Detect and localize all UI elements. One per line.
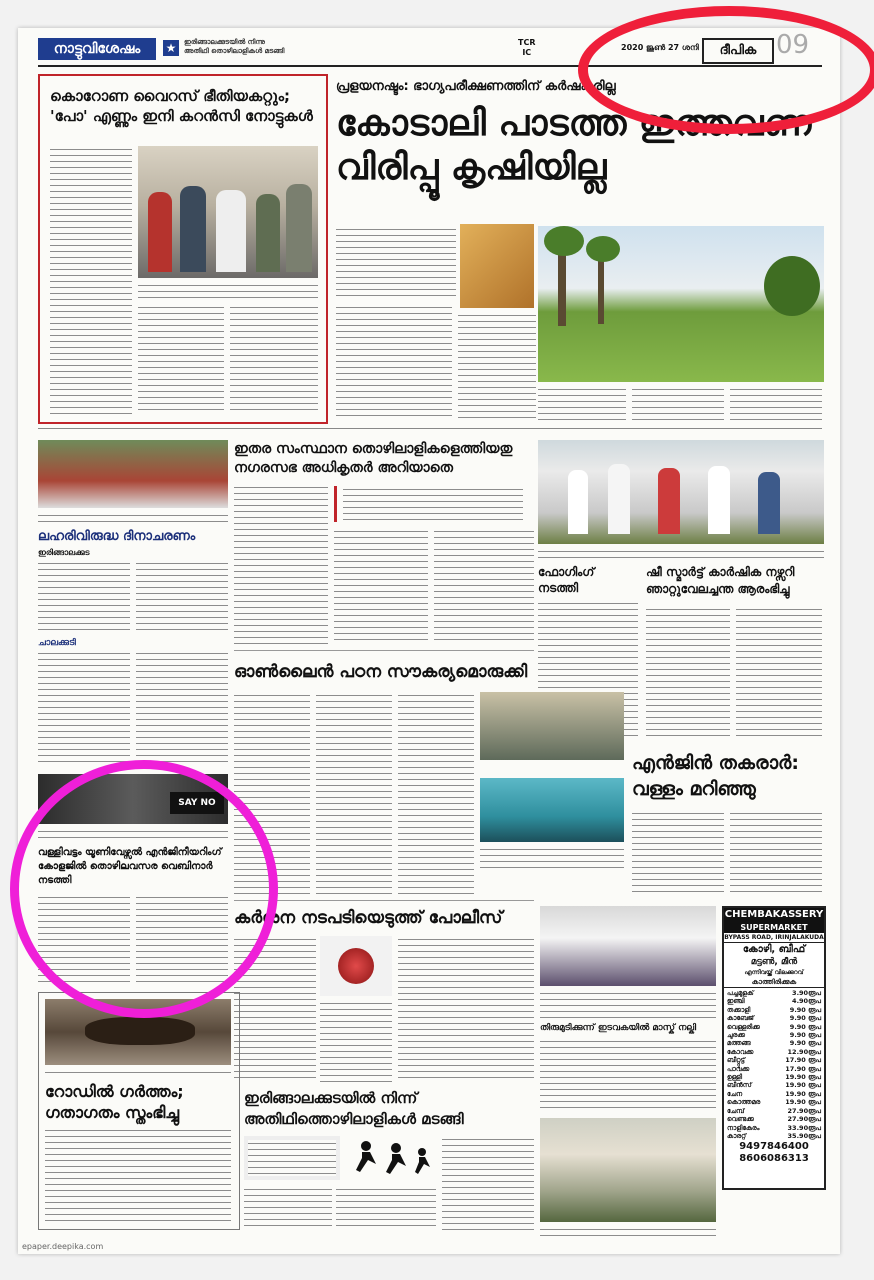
online-text-1 [234,692,310,896]
road-story [38,992,240,1230]
tagline-line1: ഇരിങ്ങാലക്കുടയിൽ നിന്നു [184,38,265,46]
webinar-text-1 [38,894,130,986]
price-row [727,989,821,997]
chalakudy-sub: ചാലക്കുടി [38,638,76,648]
price-item: കാരറ്റ് [727,1131,747,1140]
police-headline: കർശന നടപടിയെടുത്ത് പോലീസ് [234,908,503,928]
masthead-tagline [184,38,384,56]
engine-text-2 [730,810,822,896]
webinar-text-2 [136,894,228,986]
price-item: വെണ്ടക്ക [727,1115,754,1124]
irinjalakuda-sub: ഇരിങ്ങാലക്കുട [38,548,90,557]
section-rule-1 [38,428,822,429]
price-item: കോവക്ക [727,1047,754,1056]
price-row [727,1124,821,1132]
ad-line3: എന്നിവയ്ക്ക് വിലക്കുറവ് [744,969,804,976]
corona-photo [138,146,318,278]
lead-text-col3 [538,386,626,420]
price-item: വെള്ളരിക്ക [727,1022,760,1031]
corona-text-col2 [138,304,224,414]
price-value: 3.90രൂപ [792,989,821,997]
corona-text-col3 [230,304,318,414]
price-value: 19.90 രൂപ [785,1098,821,1107]
ad-name: CHEMBAKASSERY [724,909,824,920]
price-item: കാബേജ് [727,1014,754,1023]
price-value: 27.90രൂപ [787,1106,821,1115]
price-item: പാവക്ക [727,1064,750,1073]
departed-box [244,1136,340,1180]
migrant-headline-1: ഇതര സംസ്ഥാന തൊഴിലാളികളെത്തിയതു [234,441,513,457]
price-value: 9.90 രൂപ [789,1039,821,1048]
price-row [727,1073,821,1081]
price-value: 27.90രൂപ [787,1115,821,1124]
chalakudy-text-2 [136,650,228,762]
price-item: ചുരക്ക [727,1031,746,1040]
lead-headline [336,102,816,190]
price-row [727,1081,821,1089]
nursery-headline: ഷീ സ്മാർട്ട് കാർഷിക നഴ്സറി ഞാറ്റുവേലച്ചന്ത ആരംഭിച്ചു [646,565,795,596]
police-text-2 [320,1000,392,1082]
ad-type: SUPERMARKET [724,922,824,933]
price-value: 19.90 രൂപ [785,1081,821,1090]
ad-line1: കോഴി, ബീഫ് [742,944,806,955]
price-item: ഇഞ്ചി [727,997,745,1006]
price-value: 17.90 രൂപ [785,1056,821,1065]
corona-headline-2: 'പോ' എണ്ണും ഇനി കറൻസി നോട്ടുകൾ [50,107,313,125]
anti-drug-text-2 [136,560,228,632]
lead-text-col1 [336,304,452,420]
price-row [727,1098,821,1106]
price-value: 17.90 രൂപ [785,1064,821,1073]
price-item: ഉള്ളി [727,1073,743,1082]
price-item: നാളികേരം [727,1123,760,1132]
lead-headline-2: വിരിപ്പൂ കൃഷിയില്ല [336,147,607,188]
road-text [45,1127,231,1223]
edition-code-1: TCR [518,38,536,47]
say-no-banner: SAY NO [170,792,224,814]
online-photo-2 [480,778,624,842]
price-item: പച്ചമുളക് [727,989,754,997]
migrant-text-3 [434,528,534,644]
nursery-text-1 [646,606,730,740]
road-photo [45,999,231,1065]
online-text-3 [398,692,474,896]
fogging-headline: ഫോഗിംഗ് നടത്തി [538,565,595,595]
mask-headline: തിരുമുടിക്കുന്ന് ഇടവകയിൽ മാസ്ക് നല്കി [540,1023,697,1033]
lead-headline-1: കോടാലി പാടത്ത ഇത്തവണ [336,103,812,144]
price-item: ബീറ്റ്റൂട്ട് [727,1056,745,1065]
departed-text-3 [442,1136,534,1230]
chalakudy-text-1 [38,650,130,762]
price-value: 33.90രൂപ [787,1123,821,1132]
road-caption [45,1069,231,1077]
police-rule [234,900,534,901]
ad-phone-1: 9497846400 [739,1141,809,1153]
price-list [724,988,824,1141]
price-row [727,1023,821,1031]
price-value: 19.90 രൂപ [785,1089,821,1098]
price-value: 4.90രൂപ [792,997,821,1006]
webinar-headline: വള്ളിവട്ടം യൂണിവേഴ്സൽ എൻജിനീയറിംഗ് കോളജിൽ തൊഴിലവസര വെബിനാർ നടത്തി [38,847,222,886]
field-photo [538,226,824,382]
price-value: 9.90 രൂപ [789,1014,821,1023]
price-value: 19.90 രൂപ [785,1073,821,1082]
edition-code-2: IC [522,48,532,57]
anti-drug-text-1 [38,560,130,632]
price-row [727,1132,821,1140]
anti-drug-headline: ലഹരിവിരുദ്ധ ദിനാചരണം [38,529,196,544]
mask-photo [540,906,716,986]
engine-headline: എൻജിൻ തകരാർ: വള്ളം മറിഞ്ഞു [632,752,799,800]
migrant-headline [234,440,534,478]
departed-text-2 [336,1186,436,1230]
price-row [727,1115,821,1123]
ad-address: BYPASS ROAD, IRINJALAKUDA [724,934,824,941]
price-row [727,1048,821,1056]
ad-line4: കാത്തിരിക്കുക [724,977,824,988]
nursery-caption [538,548,824,560]
date: 2020 ജൂൺ 27 ശനി [621,43,699,52]
departed-text-1 [244,1186,332,1230]
masthead-rule [38,65,822,67]
ad-line2: മട്ടൺ, മീൻ [750,957,798,967]
lead-text-col5 [730,386,822,420]
corona-story [38,74,328,424]
departed-headline-1: ഇരിങ്ങാലക്കുടയിൽ നിന്ന് [244,1089,418,1107]
migrant-pullquote [334,486,523,522]
police-text-3 [398,936,534,1082]
price-item: ചേന [727,1089,743,1098]
departed-headline-2: അതിഥിത്തൊഴിലാളികൾ മടങ്ങി [244,1110,464,1128]
star-icon: ★ [163,40,179,56]
mask-caption [540,990,716,1018]
price-item: ചേമ്പ് [727,1106,745,1115]
online-headline: ഓൺലൈൻ പഠന സൗകര്യമൊരുക്കി [234,662,528,682]
newspaper-page [18,28,840,1254]
price-row [727,1107,821,1115]
migrant-headline-2: നഗരസഭ അധികൃതർ അറിയാതെ [234,460,453,476]
lead-text-col4 [632,386,724,420]
price-item: കൊത്തമര [727,1098,761,1107]
police-text-1 [234,936,316,1082]
engine-text-1 [632,810,724,896]
running-figures [348,1136,434,1184]
nursery-photo [538,440,824,544]
online-rule [234,650,534,651]
nursery-text-2 [736,606,822,740]
virus-graphic [320,936,392,996]
lead-intro [336,226,456,298]
price-row [727,1006,821,1014]
price-value: 9.90 രൂപ [789,1005,821,1014]
mask-text [540,1038,716,1112]
price-value: 9.90 രൂപ [789,1022,821,1031]
ad-phone-2: 8606086313 [739,1153,809,1165]
webinar-photo [38,774,228,824]
corona-headline-1: കൊറോണ വൈറസ് ഭീതിയകറ്റും; [50,87,291,105]
page-number: 09 [776,30,810,60]
price-value: 9.90 രൂപ [789,1031,821,1040]
online-captions [480,846,624,868]
departed-photo [540,1118,716,1222]
supermarket-ad [722,906,826,1190]
price-row [727,1056,821,1064]
footer-url: epaper.deepika.com [22,1242,104,1251]
lead-kicker: പ്രളയനഷ്ടം: ഭാഗ്യപരീക്ഷണത്തിന് കർഷകരില്ല [336,79,616,94]
anti-drug-photo [38,440,228,508]
departed-headline [244,1088,544,1130]
webinar-caption [38,828,228,842]
lead-text-col2 [458,312,536,420]
road-headline: റോഡിൽ ഗർത്തം; ഗതാഗതം സ്തംഭിച്ചു [45,1082,184,1122]
paddy-photo [460,224,534,308]
tagline-line2: അതിഥി തൊഴിലാളികൾ മടങ്ങി [184,47,285,55]
price-row [727,1090,821,1098]
corona-headline [50,86,320,126]
price-row [727,1065,821,1073]
price-row [727,1031,821,1039]
price-value: 12.90രൂപ [787,1047,821,1056]
price-item: തക്കാളി [727,1005,751,1014]
migrant-text-1 [234,484,328,644]
price-item: ബീൻസ് [727,1081,752,1090]
price-row [727,1039,821,1047]
corona-caption [138,282,318,298]
corona-text-col1 [50,146,132,414]
section-badge: നാട്ടുവിശേഷം [38,38,156,60]
departed-caption [540,1226,716,1236]
price-row [727,997,821,1005]
edition-code [518,38,536,58]
price-value: 35.90രൂപ [787,1131,821,1140]
paper-logo: ദീപിക [702,38,774,64]
online-text-2 [316,692,392,896]
online-photo-1 [480,692,624,760]
price-item: മത്തങ്ങ [727,1039,751,1048]
anti-drug-caption [38,512,228,524]
price-row [727,1014,821,1022]
migrant-text-2 [334,528,428,644]
